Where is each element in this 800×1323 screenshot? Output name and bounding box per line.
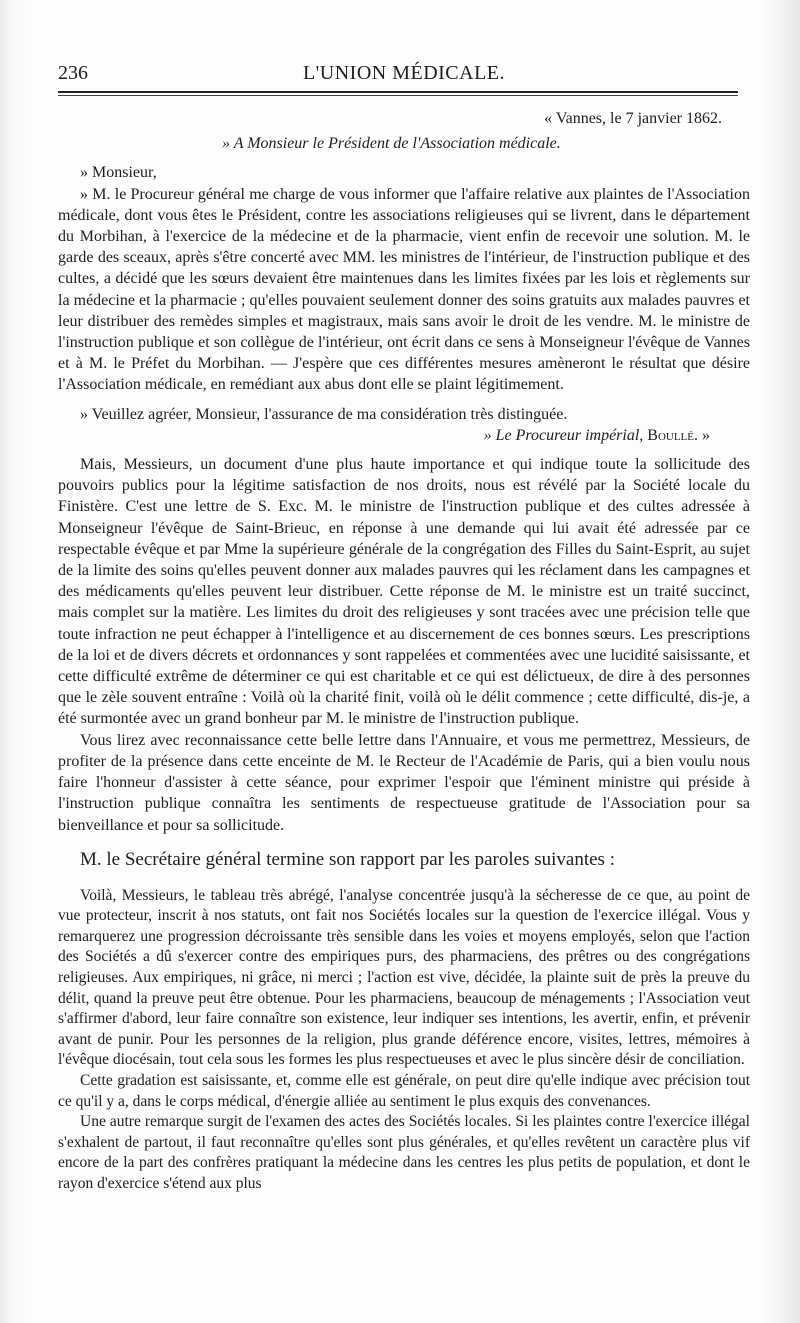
letter-body: » M. le Procureur général me charge de vous informer que l'affaire relative aux plaintes de l'Association médicale, dont vous êtes le Président, contre les associations religieuses qui se livrent, dans le département du Morbihan, à l'exercice de la médecine et de la pharmacie, vient enfin de recevoir une solution. M. le garde des sceaux, après s'être concerté avec MM. les ministres de l'intérieur, de l'instruction publique et des cultes, a décidé que les sœurs devaient être maintenues dans les limites fixées par les lois et règlements sur la médecine et la pharmacie ; qu'elles pouvaient seulement donner des soins gratuits aux malades pauvres et leur distribuer des remèdes simples et magistraux, mais sans avoir le droit de les vendre. M. le ministre de l'instruction publique et son collègue de l'intérieur, ont écrit dans ce sens à Monseigneur l'évêque de Vannes et à M. le Préfet du Morbihan. — J'espère que ces différentes mesures amèneront le résultat que désire l'Association médicale, en remédiant aux abus dont elle se plaint légitimement. [58,185,750,394]
paragraph-gradation: Cette gradation est saisissante, et, comme elle est générale, on peut dire qu'elle indique avec précision tout ce qu'il y a, dans le corps médical, d'énergie alliée au sentiment le plus exquis des convenances. [58,1072,750,1110]
letter-date-line: « Vannes, le 7 janvier 1862. [544,110,722,127]
paragraph-tableau: Voilà, Messieurs, le tableau très abrégé, l'analyse concentrée jusqu'à la sécheresse de ce que, au point de vue protecteur, inscrit à nos statuts, ont fait nos Sociétés locales sur la question de l'exercice illégal. Vous y remarquerez une progression décroissante très sensible dans les voies et moyens employés, selon que l'action des Sociétés a dû s'exercer contre des empiriques purs, des pharmaciens, des prêtres ou des congrégations religieuses. Aux empiriques, ni grâce, ni merci ; l'action est vive, décidée, la plainte suit de près la preuve du délit, quand la preuve peut être obtenue. Pour les pharmaciens, beaucoup de ménagements ; l'Association veut s'affirmer d'abord, leur faire connaître son existence, leur indiquer ses intentions, les avertir, enfin, et prévenir avant de punir. Pour les personnes de la religion, plus grande déférence encore, visites, lettres, mémoires à l'évêque diocésain, tout cela sous les formes les plus respectueuses et avec le plus sincère désir de conciliation. [58,886,750,1069]
header-rule [58,91,738,96]
signature-title: » Le Procureur impérial, [483,426,644,444]
paragraph-finistere: Mais, Messieurs, un document d'une plus haute importance et qui indique toute la sollicitude des pouvoirs publics pour la légitime satisfaction de nos droits, nous est révélé par la Société locale du Finistère. C'est une lettre de S. Exc. M. le ministre de l'instruction publique et des cultes adressée à Monseigneur l'évêque de Saint-Brieuc, en réponse à une demande qui lui avait été adressée par ce respectable évêque et par Mme la supérieure générale de la congrégation des Filles du Saint-Esprit, au sujet de la limite des soins qu'elles peuvent donner aux malades pauvres qui les réclament dans les campagnes et des médicaments qu'elles peuvent leur distribuer. Cette réponse de M. le ministre est un traité succinct, mais complet sur la matière. Les limites du droit des religieuses y sont tracées avec une précision telle que toute infraction ne peut échapper à l'intelligence et au discernement de ces bonnes sœurs. Les prescriptions de la loi et de divers décrets et ordonnances y sont rappelées et commentées avec une lucidité saisissante, et cette difficulté extrême de déterminer ce qui est charitable et ce qui est délictueux, de dire à des personnes que le zèle souvent entraîne : Voilà où la charité finit, voilà où le délit commence ; cette difficulté, dis-je, a été surmontée avec un grand bonheur par M. le ministre de l'instruction publique. [58,456,750,728]
letter-salutation: » Monsieur, [80,164,157,182]
signature-name: Boullé. » [647,426,710,444]
letter-signature [58,425,750,446]
letter-addressee: » A Monsieur le Président de l'Association médicale. [222,135,561,153]
paragraph-remarque: Une autre remarque surgit de l'examen des actes des Sociétés locales. Si les plaintes contre l'exercice illégal s'exhalent de partout, il faut reconnaître qu'elles sont plus générales, et qu'elles revêtent un caractère plus vif encore de la part des confrères pratiquant la médecine dans les centres les plus petits de population, et dont le rayon d'exercice s'étend aux plus [58,1113,750,1193]
body-text [58,108,750,1195]
page-number: 236 [58,62,88,84]
section-intro: M. le Secrétaire général termine son rapport par les paroles suivantes : [80,848,615,870]
paragraph-annuaire: Vous lirez avec reconnaissance cette belle lettre dans l'Annuaire, et vous me permettrez, Messieurs, de profiter de la présence dans cette enceinte de M. le Recteur de l'Académie de Paris, qui a bien voulu nous faire l'honneur d'assister à cette séance, pour exprimer l'espoir que l'éminent ministre qui préside à l'instruction publique connaîtra les sentiments de respectueuse gratitude de l'Association pour sa bienveillance et pour sa sollicitude. [58,731,750,834]
running-head [58,62,750,86]
journal-title: L'UNION MÉDICALE. [302,62,506,84]
letter-closing: » Veuillez agréer, Monsieur, l'assurance de ma considération très distinguée. [80,405,568,423]
